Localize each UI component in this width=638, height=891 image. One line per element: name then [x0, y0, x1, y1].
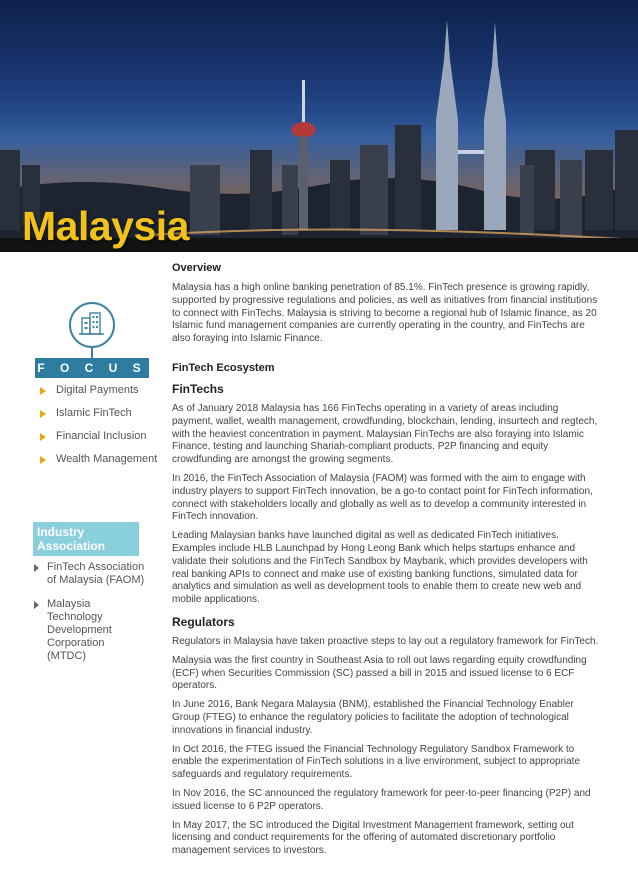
triangle-bullet-icon — [34, 564, 39, 572]
triangle-bullet-icon — [40, 433, 46, 441]
ecosystem-paragraph: As of January 2018 Malaysia has 166 FinTechs operating in a variety of areas including payment, wallet, wealth management, crowdfunding, blockchain, lending, insurtech and regtech, with the heaviest concentration in payment. Malaysian FinTechs are also foraying into Islamic Finance, testing and launching Shariah-compliant products. P2P financing and equity crowdfunding are amongst the growing segments. — [172, 402, 598, 466]
connector-line — [91, 348, 93, 358]
industry-association-heading: Industry Association — [33, 522, 139, 556]
triangle-bullet-icon — [40, 456, 46, 464]
industry-list — [33, 559, 145, 674]
triangle-bullet-icon — [40, 410, 46, 418]
fintechs-heading: FinTechs — [172, 381, 224, 396]
main-content — [172, 262, 600, 858]
regulators-paragraph: Regulators in Malaysia have taken proactive steps to lay out a regulatory framework for FinTech. — [172, 635, 599, 647]
triangle-bullet-icon — [40, 387, 46, 395]
list-item: Islamic FinTech — [38, 407, 158, 420]
ecosystem-paragraph: Leading Malaysian banks have launched digital as well as dedicated FinTech initiatives. Examples include HLB Launchpad by Hong Leong Bank which helps startups enhance and validate their solutions and the FinTech Sandbox by Maybank, which provides developers with real banking APIs to connect and make use of existing banking functions, simulated data for analytics and simulation as well as development tools to enable them to create new web and mobile applications. — [172, 530, 588, 606]
regulators-paragraph: In June 2016, Bank Negara Malaysia (BNM), established the Financial Technology Enabler Group (FTEG) to enhance the regulatory policies to facilitate the adoption of technological innovations in financial industry. — [172, 699, 574, 736]
page-title: Malaysia — [22, 203, 189, 249]
list-item: Wealth Management — [38, 453, 158, 466]
overview-text: Malaysia has a high online banking penetration of 85.1%. FinTech presence is growing rapidly, supported by progressive regulations and policies, as well as initiatives from financial institutions to connect with FinTechs. Malaysia is striving to become a regional hub of Islamic finance, as 20 Islamic fund management companies are currently operating in the country, and FinTechs are also foraying into Islamic Finance. — [172, 282, 598, 345]
focus-list — [38, 380, 158, 476]
list-item: Malaysia Technology Development Corporation (MTDC) — [33, 598, 145, 663]
regulators-paragraph: Malaysia was the first country in Southeast Asia to roll out laws regarding equity crowdfunding (ECF) when Securities Commission (SC) passed a bill in 2015 and issued license to 6 ECF operators. — [172, 654, 587, 692]
ecosystem-paragraph: In 2016, the FinTech Association of Malaysia (FAOM) was formed with the aim to engage with industry players to support FinTech innovation, be a go-to contact point for FinTech information, connect with stakeholders locally and globally as well as to develop a community interested in FinTech innovation. — [172, 472, 593, 523]
regulators-heading: Regulators — [172, 614, 235, 629]
list-item: Digital Payments — [38, 384, 158, 397]
regulators-paragraph: In Nov 2016, the SC announced the regulatory framework for peer-to-peer financing (P2P) and issued license to 6 P2P operators. — [172, 787, 591, 812]
regulators-paragraph: In Oct 2016, the FTEG issued the Financial Technology Regulatory Sandbox Framework to enable the experimentation of FinTech solutions in a live environment, subject to appropriate safeguards and regulatory requirements. — [172, 743, 581, 781]
overview-heading: Overview — [172, 262, 221, 274]
list-item: Financial Inclusion — [38, 430, 158, 443]
ecosystem-heading: FinTech Ecosystem — [172, 361, 275, 374]
list-item: FinTech Association of Malaysia (FAOM) — [33, 561, 145, 587]
focus-label: F O C U S — [35, 358, 149, 378]
regulators-paragraph: In May 2017, the SC introduced the Digital Investment Management framework, setting out licensing and conduct requirements for the offering of automated discretionary portfolio management services to investors. — [172, 819, 574, 857]
triangle-bullet-icon — [34, 601, 39, 609]
office-buildings-icon — [69, 302, 115, 348]
hero-banner — [0, 0, 638, 252]
